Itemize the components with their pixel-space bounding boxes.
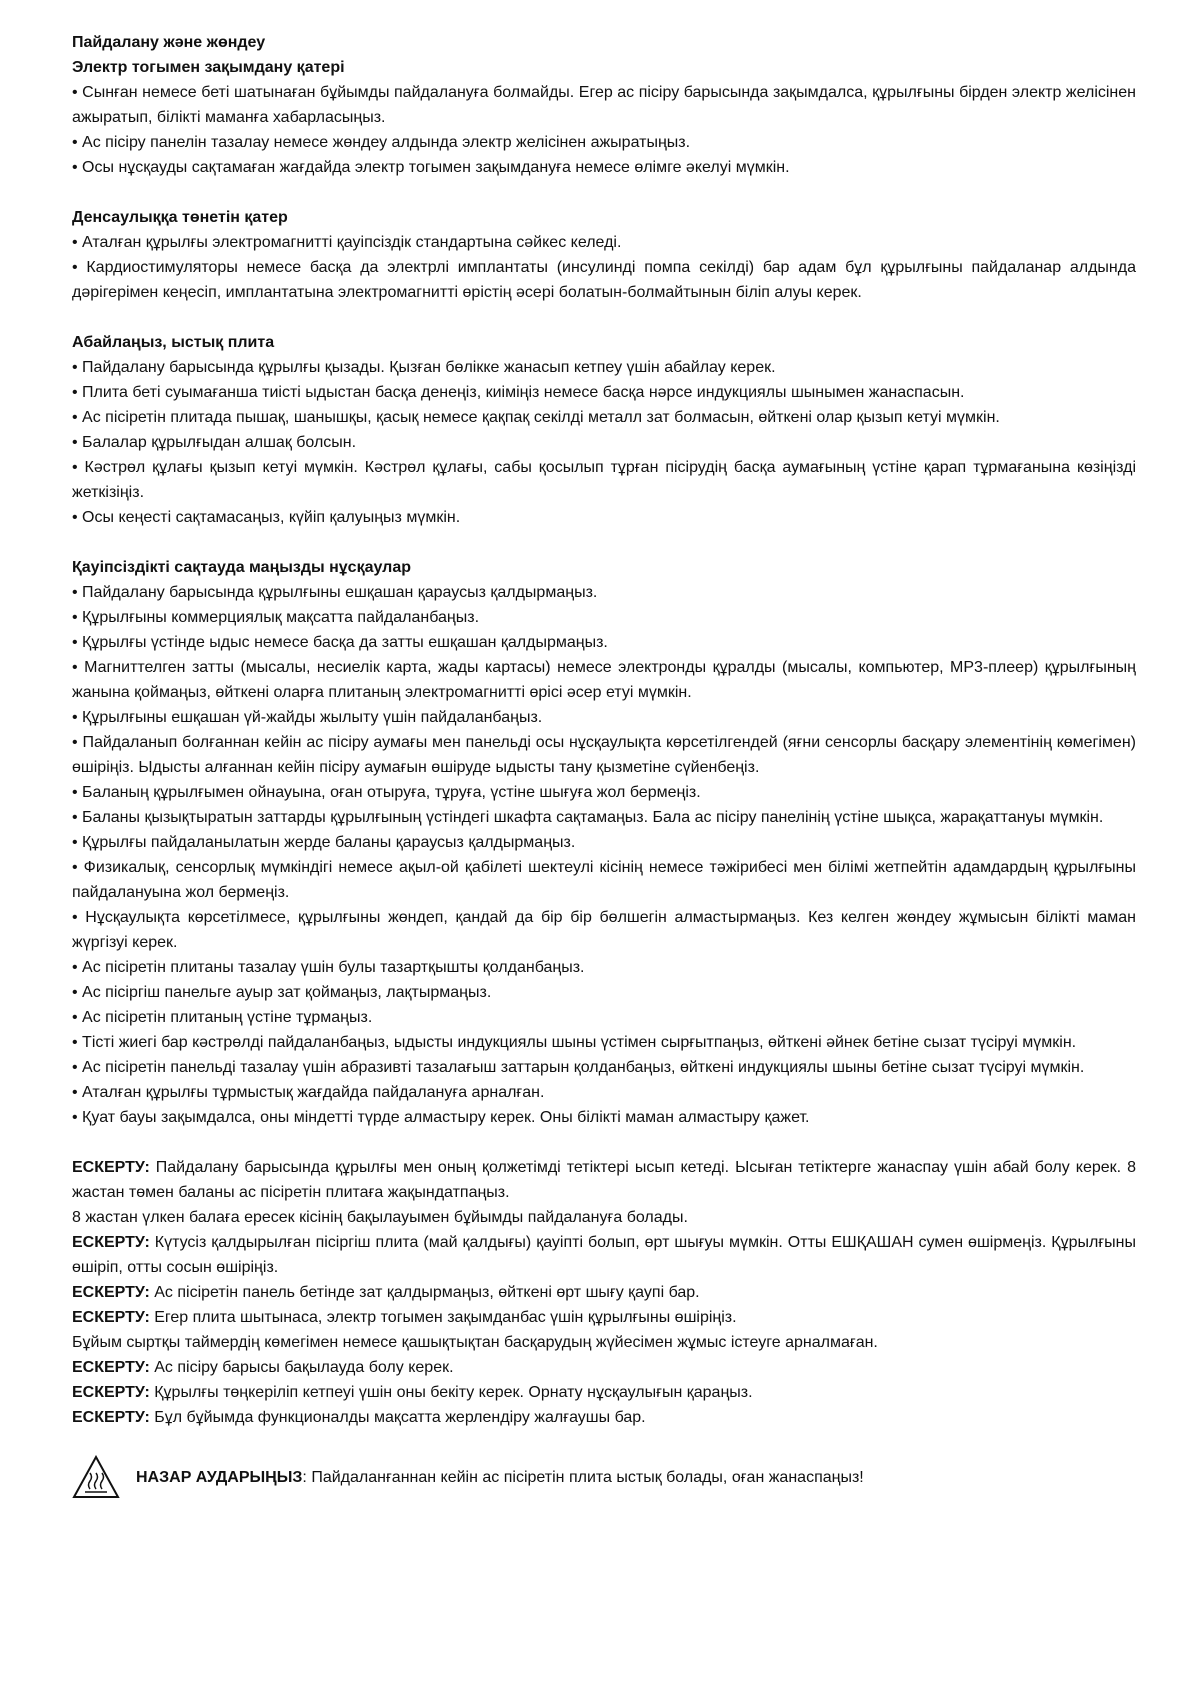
warnings-block <box>72 1155 1136 1430</box>
warning-text: Ас пісіретін панель бетінде зат қалдырмаңыз, өйткені өрт шығу қаупі бар. <box>149 1284 700 1301</box>
warning-label: ЕСКЕРТУ: <box>72 1234 150 1251</box>
list-item: • Ас пісіретін плитаны тазалау үшін булы тазартқышты қолданбаңыз. <box>72 959 585 976</box>
list-item: • Тісті жиегі бар кәстрөлді пайдаланбаңыз, ыдысты индукциялы шыны үстімен сырғытпаңыз, өйткені әйнек бетіне сызат түсіруі мүмкін. <box>72 1034 1077 1051</box>
section-heading: Денсаулыққа төнетін қатер <box>72 209 288 226</box>
warning-text: Күтусіз қалдырылған пісіргіш плита (май қалдығы) қауіпті болып, өрт шығуы мүмкін. Отты ЕШҚАШАН сумен өшірмеңіз. Құрылғыны өшіріп, отты сосын өшіріңіз. <box>72 1234 1136 1276</box>
warning-paragraph <box>72 1355 1136 1380</box>
section-heading: Абайлаңыз, ыстық плита <box>72 334 275 351</box>
warning-paragraph <box>72 1305 1136 1330</box>
list-item: • Кәстрөл құлағы қызып кетуі мүмкін. Кәстрөл құлағы, сабы қосылып тұрған пісірудің басқа аумағының үстіне қарап тұрмағанына көзіңізді жеткізіңіз. <box>72 459 1136 501</box>
list-item: • Құрылғыны коммерциялық мақсатта пайдаланбаңыз. <box>72 609 480 626</box>
warning-paragraph <box>72 1230 1136 1280</box>
manual-page <box>72 30 1136 1499</box>
list-item: • Баланы қызықтыратын заттарды құрылғының үстіндегі шкафта сақтамаңыз. Бала ас пісіру панелінің үстіне шықса, жарақаттануы мүмкін. <box>72 809 1104 826</box>
list-item: • Ас пісіргіш панельге ауыр зат қоймаңыз, лақтырмаңыз. <box>72 984 492 1001</box>
list-item: • Құрылғыны ешқашан үй-жайды жылыту үшін пайдаланбаңыз. <box>72 709 543 726</box>
list-item: • Осы кеңесті сақтамасаңыз, күйіп қалуыңыз мүмкін. <box>72 509 461 526</box>
section-hot-plate <box>72 330 1136 530</box>
list-item: • Пайдалану барысында құрылғыны ешқашан қараусыз қалдырмаңыз. <box>72 584 598 601</box>
section-heading: Электр тогымен зақымдану қатері <box>72 59 345 76</box>
hot-surface-warning-icon <box>72 1455 120 1499</box>
section-electric-shock <box>72 55 1136 180</box>
warning-label: ЕСКЕРТУ: <box>72 1359 150 1376</box>
section-health-risk <box>72 205 1136 305</box>
attention-message <box>136 1465 864 1490</box>
list-item: • Аталған құрылғы тұрмыстық жағдайда пайдалануға арналған. <box>72 1084 545 1101</box>
list-item: • Құрылғы үстінде ыдыс немесе басқа да затты ешқашан қалдырмаңыз. <box>72 634 608 651</box>
warning-label: ЕСКЕРТУ: <box>72 1309 150 1326</box>
warning-paragraph <box>72 1280 1136 1305</box>
warning-text: Пайдалану барысында құрылғы мен оның қолжетімді тетіктері ысып кетеді. Ысыған тетіктерге жанаспау үшін абай болу керек. 8 жастан төмен баланы ас пісіретін плитаға жақындатпаңыз. <box>72 1159 1136 1201</box>
section-heading: Қауіпсіздікті сақтауда маңызды нұсқаулар <box>72 559 411 576</box>
list-item: • Баланың құрылғымен ойнауына, оған отыруға, тұруға, үстіне шығуға жол бермеңіз. <box>72 784 701 801</box>
warning-text: Құрылғы төңкеріліп кетпеуі үшін оны бекіту керек. Орнату нұсқаулығын қараңыз. <box>149 1384 753 1401</box>
list-item: • Магниттелген затты (мысалы, несиелік карта, жады картасы) немесе электронды құралды (мысалы, компьютер, MP3-плеер) құрылғының жанына қоймаңыз, өйткені оларға плитаның электромагнитті өрісі әсер етуі мүмкін. <box>72 659 1136 701</box>
list-item: • Физикалық, сенсорлық мүмкіндігі немесе ақыл-ой қабілеті шектеулі кісінің немесе тәжірибесі мен білімі жетпейтін адамдардың құрылғыны пайдалануына жол бермеңіз. <box>72 859 1136 901</box>
warning-paragraph <box>72 1405 1136 1430</box>
list-item: • Ас пісіретін панельді тазалау үшін абразивті тазалағыш заттарын қолданбаңыз, өйткені индукциялы шыны бетіне сызат түсіруі мүмкін. <box>72 1059 1085 1076</box>
list-item: • Плита беті суымағанша тиісті ыдыстан басқа денеңіз, киіміңіз немесе басқа нәрсе индукциялы шынымен жанаспасын. <box>72 384 965 401</box>
warning-paragraph <box>72 1155 1136 1205</box>
list-item: • Кардиостимуляторы немесе басқа да электрлі имплантаты (инсулинді помпа секілді) бар адам бұл құрылғыны пайдаланар алдында дәрігерімен кеңесіп, имплантатына электромагнитті өрістің әсері болатын-болмайтынын біліп алуы керек. <box>72 259 1136 301</box>
section-safety-instructions <box>72 555 1136 1130</box>
list-item: • Аталған құрылғы электромагнитті қауіпсіздік стандартына сәйкес келеді. <box>72 234 622 251</box>
list-item: • Қуат бауы зақымдалса, оны міндетті түрде алмастыру керек. Оны білікті маман алмастыру қажет. <box>72 1109 810 1126</box>
warning-paragraph <box>72 1380 1136 1405</box>
warning-text: Егер плита шытынаса, электр тогымен зақымданбас үшін құрылғыны өшіріңіз. <box>149 1309 737 1326</box>
warning-label: ЕСКЕРТУ: <box>72 1284 150 1301</box>
list-item: • Осы нұсқауды сақтамаған жағдайда электр тогымен зақымдануға немесе өлімге әкелуі мүмкін. <box>72 159 790 176</box>
warning-text: Бұйым сыртқы таймердің көмегімен немесе қашықтықтан басқарудың жүйесімен жұмыс істеуге арналмаған. <box>72 1334 878 1351</box>
list-item: • Ас пісіретін плитада пышақ, шанышқы, қасық немесе қақпақ секілді металл зат болмасын, өйткені олар қызып кетуі мүмкін. <box>72 409 1000 426</box>
page-title: Пайдалану және жөндеу <box>72 34 266 51</box>
list-item: • Балалар құрылғыдан алшақ болсын. <box>72 434 357 451</box>
attention-text: : Пайдаланғаннан кейін ас пісіретін плита ыстық болады, оған жанаспаңыз! <box>302 1468 864 1486</box>
attention-label: НАЗАР АУДАРЫҢЫЗ <box>136 1468 303 1486</box>
list-item: • Нұсқаулықта көрсетілмесе, құрылғыны жөндеп, қандай да бір бір бөлшегін алмастырмаңыз. Кез келген жөндеу жұмысын білікті маман жүргізуі керек. <box>72 909 1136 951</box>
warning-label: ЕСКЕРТУ: <box>72 1409 150 1426</box>
list-item: • Ас пісіретін плитаның үстіне тұрмаңыз. <box>72 1009 373 1026</box>
warning-paragraph <box>72 1205 1136 1230</box>
warning-label: ЕСКЕРТУ: <box>72 1384 150 1401</box>
warning-text: Ас пісіру барысы бақылауда болу керек. <box>149 1359 454 1376</box>
warning-text: Бұл бұйымда функционалды мақсатта жерлендіру жалғаушы бар. <box>149 1409 646 1426</box>
warning-text: 8 жастан үлкен балаға ересек кісінің бақылауымен бұйымды пайдалануға болады. <box>72 1209 688 1226</box>
list-item: • Сынған немесе беті шатынаған бұйымды пайдалануға болмайды. Егер ас пісіру барысында зақымдалса, құрылғыны бірден электр желісінен ажыратып, білікті маманға хабарласыңыз. <box>72 84 1136 126</box>
attention-notice <box>72 1455 1136 1499</box>
list-item: • Пайдалану барысында құрылғы қызады. Қызған бөлікке жанасып кетпеу үшін абайлау керек. <box>72 359 776 376</box>
warning-label: ЕСКЕРТУ: <box>72 1159 150 1176</box>
list-item: • Пайдаланып болғаннан кейін ас пісіру аумағы мен панельді осы нұсқаулықта көрсетілгендей (яғни сенсорлы басқару элементінің көмегімен) өшіріңіз. Ыдысты алғаннан кейін пісіру аумағын өшіруде ыдысты тану қызметіне сүйенбеңіз. <box>72 734 1136 776</box>
warning-paragraph <box>72 1330 1136 1355</box>
list-item: • Құрылғы пайдаланылатын жерде баланы қараусыз қалдырмаңыз. <box>72 834 576 851</box>
list-item: • Ас пісіру панелін тазалау немесе жөндеу алдында электр желісінен ажыратыңыз. <box>72 134 691 151</box>
